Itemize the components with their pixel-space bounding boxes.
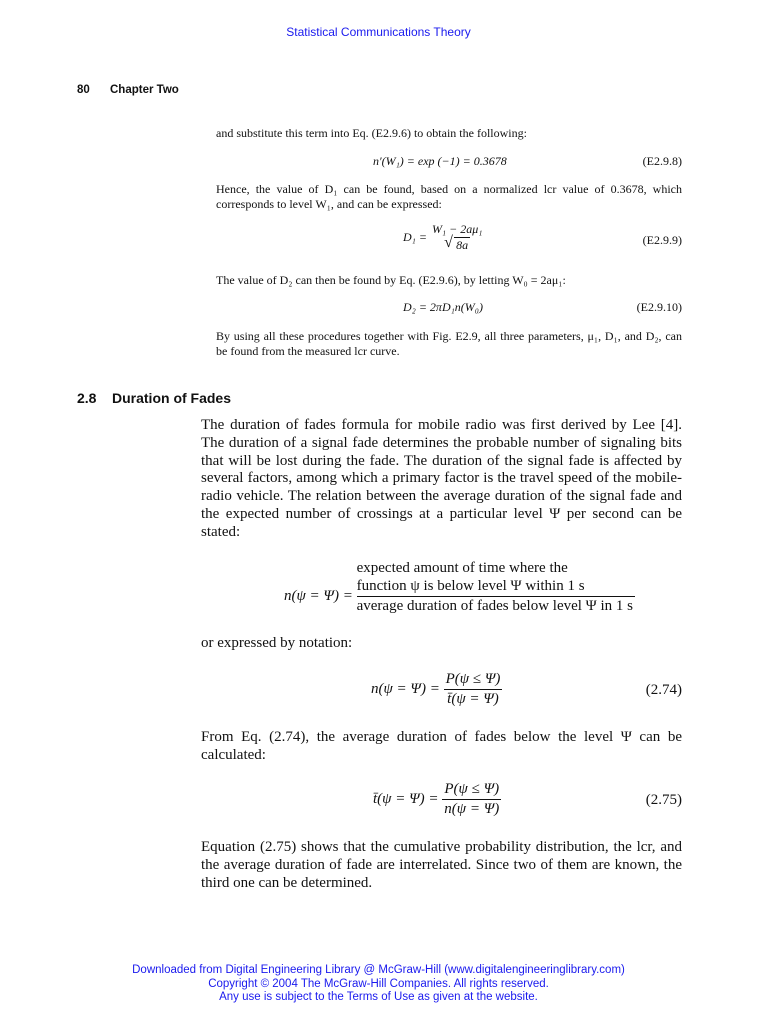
equation-e298-label: (E2.9.8) — [642, 154, 682, 168]
square-root-icon: √ 8a — [444, 234, 469, 252]
equation-e299 — [403, 222, 484, 253]
equation-e299-label: (E2.9.9) — [642, 233, 682, 247]
equation-e299-lhs: D₁ = — [403, 230, 427, 244]
chapter-label: Chapter Two — [110, 84, 179, 96]
word-equation-numerator-line2: function ψ is below level Ψ within 1 s — [356, 577, 585, 594]
equation-e299-fraction — [430, 222, 484, 253]
equation-e299-numerator: W₁ − 2aμ₁ — [431, 222, 483, 236]
section-title: Duration of Fades — [112, 390, 232, 406]
footer-notice — [0, 964, 757, 1005]
word-equation-numerator-line1: expected amount of time where the — [356, 560, 568, 576]
equation-e299-denominator — [430, 234, 484, 253]
equation-2-75-numerator: P(ψ ≤ Ψ) — [444, 781, 500, 797]
equation-e299-radicand: 8a — [456, 238, 469, 252]
equation-2-74-fraction — [444, 671, 503, 709]
equation-e298: n′(W₁) = exp (−1) = 0.3678 — [373, 154, 507, 168]
footer-download-link[interactable]: Downloaded from Digital Engineering Library @ McGraw-Hill (www.digitalengineeringlibrary.com) — [132, 964, 625, 976]
example-final-paragraph: By using all these procedures together with Fig. E2.9, all three parameters, μ₁, D₁, and D₂, can be found from the measured lcr curve. — [216, 329, 682, 358]
section-paragraph-1: The duration of fades formula for mobile radio was first derived by Lee [4]. The duration of a signal fade determines the probable number of signaling bits that will be lost during the fade. The duration of the signal fade is affected by several factors, among which a primary factor is the travel speed of the mobile-radio vehicle. The relation between the average duration of the signal fade and the expected number of crossings at a particular level Ψ per second can be stated: — [201, 417, 682, 540]
equation-2-75-label: (2.75) — [645, 792, 682, 808]
word-equation-fraction — [357, 560, 635, 615]
equation-2-75-lhs: t̄(ψ = Ψ) = — [373, 790, 439, 807]
equation-e2910: D₂ = 2πD₁n(W₀) — [403, 300, 483, 314]
running-title-link[interactable]: Statistical Communications Theory — [286, 25, 471, 39]
equation-2-74-denominator: t̄(ψ = Ψ) — [444, 689, 503, 709]
equation-2-74-numerator: P(ψ ≤ Ψ) — [445, 671, 501, 687]
footer-copyright: Copyright © 2004 The McGraw-Hill Companies. All rights reserved. — [208, 977, 549, 990]
equation-2-75-denominator: n(ψ = Ψ) — [444, 800, 500, 817]
word-equation-lhs: n(ψ = Ψ) = — [284, 587, 353, 604]
equation-2-74-lhs: n(ψ = Ψ) = — [371, 680, 440, 697]
word-equation-denominator: average duration of fades below level Ψ in 1 s — [356, 597, 633, 614]
equation-2-75-fraction — [442, 781, 501, 819]
notation-intro-text: or expressed by notation: — [201, 635, 353, 651]
example-intro-text: and substitute this term into Eq. (E2.9.6) to obtain the following: — [216, 126, 527, 140]
word-equation — [284, 560, 635, 615]
equation-2-75 — [373, 781, 501, 819]
page-number: 80 — [77, 84, 90, 96]
equation-e2910-label: (E2.9.10) — [636, 300, 682, 314]
section-number: 2.8 — [77, 390, 97, 406]
equation-2-74-label: (2.74) — [645, 682, 682, 698]
section-paragraph-2: From Eq. (2.74), the average duration of fades below the level Ψ can be calculated: — [201, 729, 682, 763]
section-paragraph-3: Equation (2.75) shows that the cumulative probability distribution, the lcr, and the average duration of fade are interrelated. Since two of them are known, the third one can be determined. — [201, 839, 682, 891]
equation-2-74 — [371, 671, 502, 709]
example-d1-paragraph: Hence, the value of D₁ can be found, based on a normalized lcr value of 0.3678, which corresponds to level W₁, and can be expressed: — [216, 182, 682, 211]
section-heading — [77, 390, 231, 406]
example-d2-paragraph: The value of D₂ can then be found by Eq. (E2.9.6), by letting W₀ = 2aμ₁: — [216, 273, 566, 287]
footer-terms-link[interactable]: Any use is subject to the Terms of Use as given at the website. — [219, 991, 538, 1003]
